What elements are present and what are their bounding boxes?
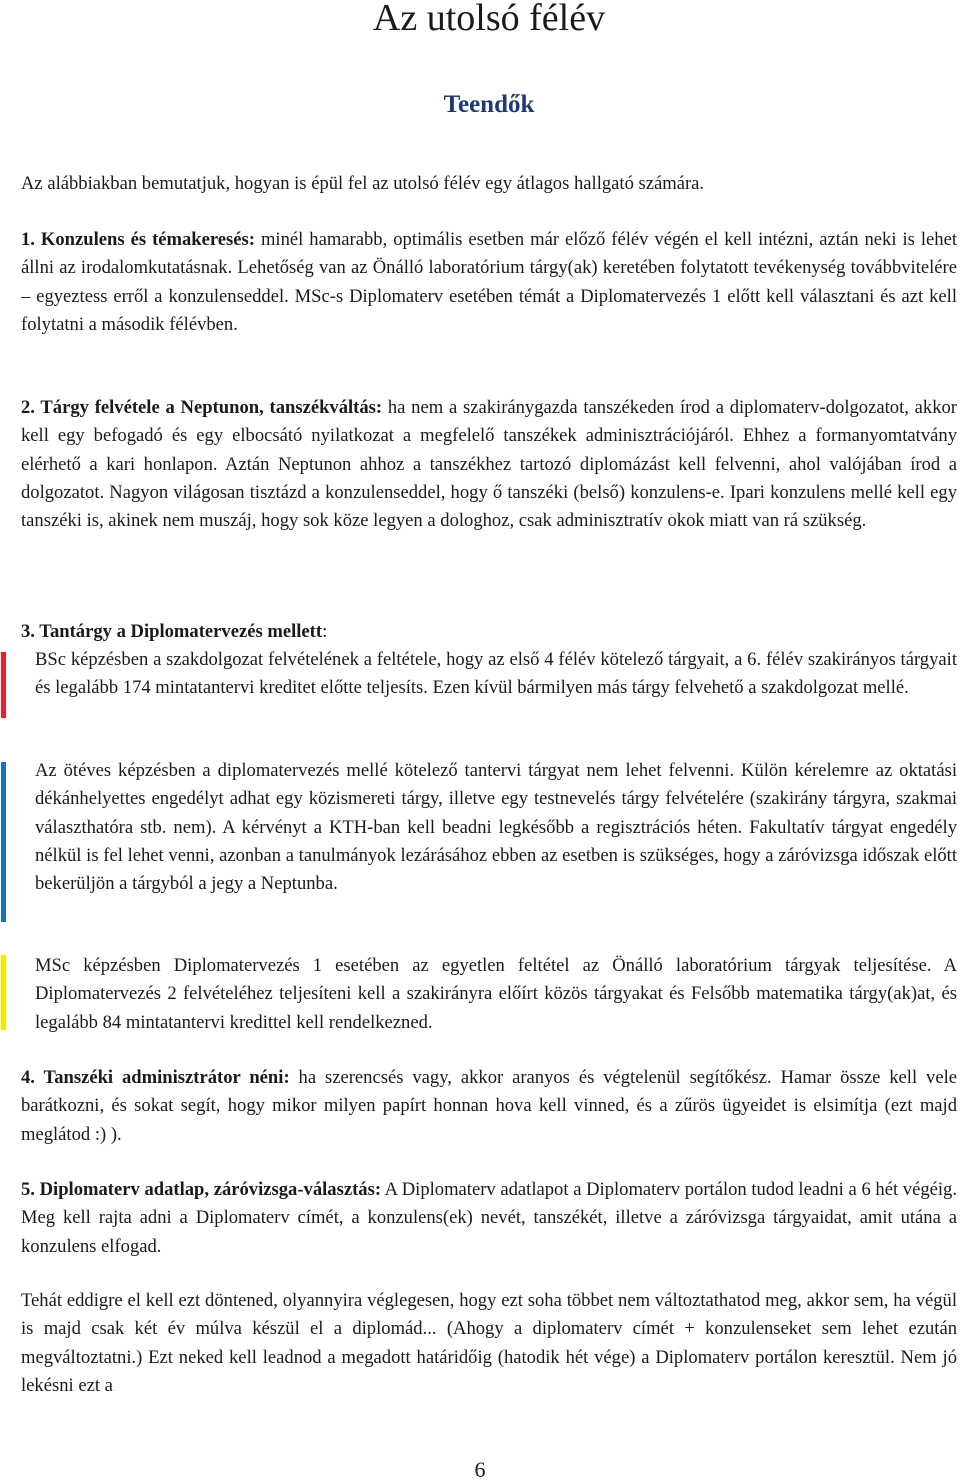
item-5-text: A Diplomaterv adatlapot a Diplomaterv portálon tudod leadni a 6 hét végéig. Meg kell rajta adni a Diplomaterv címét, a konzulens(ek) nevét, tanszékét, illetve a záróvizsga tárgyaidat, amit utána a konzulens elfogad.	[21, 1179, 957, 1257]
bsc-paragraph: BSc képzésben a szakdolgozat felvételének a feltétele, hogy az első 4 félév kötelező tárgyait, a 6. félév szakirányos tárgyait és legalább 174 mintatantervi kreditet előtte teljesíts. Ezen kívül bármilyen más tárgy felvehető a szakdolgozat mellé.	[35, 649, 957, 699]
item-3-text: :	[322, 621, 328, 642]
item-2-text: ha nem a szakiránygazda tanszékeden írod a diplomaterv-dolgozatot, akkor kell egy befogadó és egy elbocsátó nyilatkozat a megfelelő tanszékek adminisztrációjáról. Ehhez a formanyomtatvány elérhető a kari honlapon. Aztán Neptunon ahhoz a tanszékhez tartozó diplomázást kell felvenni, ahol valójában írod a dolgozatot. Nagyon világosan tisztázd a konzulenseddel, hogy ő tanszéki (belső) konzulens-e. Ipari konzulens mellé kell egy tanszéki is, akinek nem muszáj, hogy sok köze legyen a dologhoz, csak adminisztratív okok miatt van rá szükség.	[21, 397, 957, 532]
msc-paragraph: MSc képzésben Diplomatervezés 1 esetében az egyetlen feltétel az Önálló laboratórium tárgyak teljesítése. A Diplomatervezés 2 felvételéhez teljesíteni kell a szakirányra előírt közös tárgyakat és Felsőbb matematika tárgy(ak)at, és legalább 84 mintatantervi kredittel kell rendelkezned.	[35, 955, 957, 1033]
five-year-paragraph: Az ötéves képzésben a diplomatervezés mellé kötelező tantervi tárgyat nem lehet felvenni. Külön kérelemre az oktatási dékánhelyettes engedélyt adhat egy közismereti tárgy, illetve egy testnevelés tárgy felvételére (szakirány tárgyra, szakmai választhatóra stb. nem). A kérvényt a KTH-ban kell beadni legkésőbb a regisztrációs héten. Fakultatív tárgyat engedély nélkül is fel lehet venni, azonban a tanulmányok lezárásához ebben az esetben is szükséges, hogy a záróvizsga időszak előtt bekerüljön a tárgyból a jegy a Neptunba.	[35, 760, 957, 895]
page-number: 6	[474, 1457, 486, 1482]
five-year-marker-bar	[1, 762, 6, 922]
item-1-text: minél hamarabb, optimális esetben már előző félév végén el kell intézni, aztán neki is lehet állni az irodalomkutatásnak. Lehetőség van az Önálló laboratórium tárgy(ak) keretében folytatott tevékenység továbbvitelére – egyeztess erről a konzulenseddel. MSc-s Diplomaterv esetében témát a Diplomatervezés 1 előtt kell választani és azt kell folytatni a második félévben.	[21, 229, 958, 335]
item-3-paragraph	[21, 618, 957, 646]
item-4-heading: 4. Tanszéki adminisztrátor néni:	[21, 1067, 290, 1088]
item-2-paragraph	[21, 394, 957, 535]
page-title: Az utolsó félév	[372, 0, 606, 39]
intro-paragraph: Az alábbiakban bemutatjuk, hogyan is épül fel az utolsó félév egy átlagos hallgató számára.	[21, 173, 705, 194]
item-1-paragraph	[21, 226, 957, 339]
msc-marker-bar	[1, 955, 6, 1030]
item-5-paragraph	[21, 1176, 957, 1261]
item-3-heading: 3. Tantárgy a Diplomatervezés mellett	[21, 621, 323, 642]
item-4-paragraph	[21, 1064, 957, 1149]
page-subtitle: Teendők	[443, 91, 535, 118]
item-1-heading: 1. Konzulens és témakeresés:	[21, 229, 255, 250]
item-5-heading: 5. Diplomaterv adatlap, záróvizsga-választás:	[21, 1179, 382, 1200]
bsc-marker-bar	[1, 652, 6, 718]
closing-paragraph: Tehát eddigre el kell ezt döntened, olyannyira véglegesen, hogy ezt soha többet nem változtathatod meg, akkor sem, ha végül is majd csak két év múlva készül el a diplomád... (Ahogy a diplomaterv címét + konzulenseket sem lehet ezután megváltoztatni.) Ezt neked kell leadnod a megadott határidőig (hatodik hét vége) a Diplomaterv portálon keresztül. Nem jó lekésni ezt a	[21, 1290, 957, 1396]
item-2-heading: 2. Tárgy felvétele a Neptunon, tanszékváltás:	[21, 397, 383, 418]
item-4-text: ha szerencsés vagy, akkor aranyos és végtelenül segítőkész. Hamar össze kell vele barátkozni, és sokat segít, hogy mikor milyen papírt honnan hova kell vinned, és a zűrös ügyeidet is elsimítja (ezt majd meglátod :) ).	[21, 1067, 957, 1145]
